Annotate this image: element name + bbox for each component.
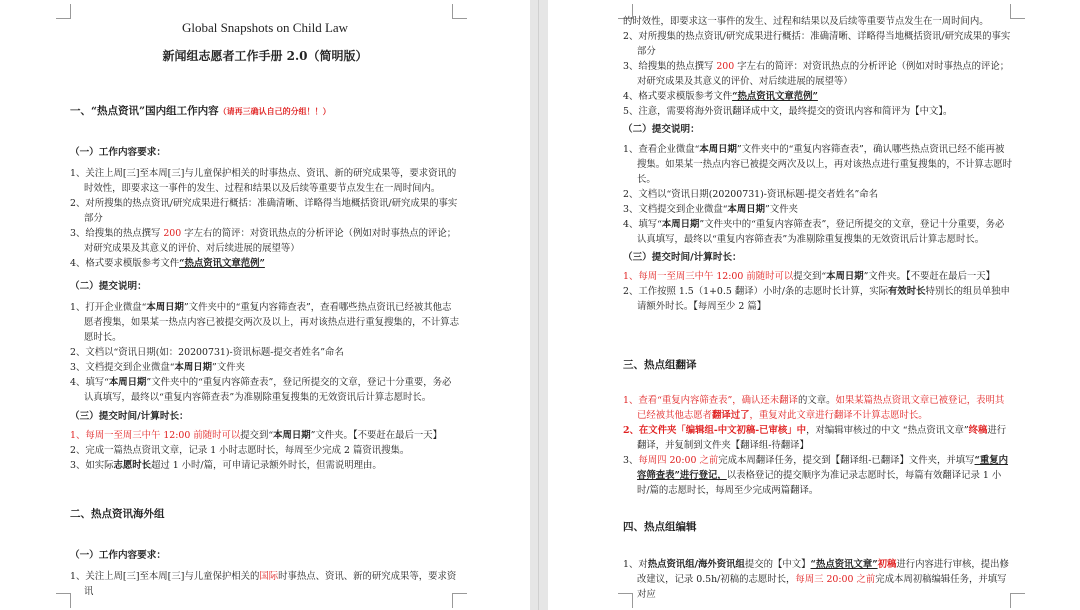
list-item: 2、文档以“资讯日期(如：20200731)-资讯标题-提交者姓名”命名	[70, 347, 344, 358]
list-item: 2、完成一篇热点资讯文章，记录 1 小时志愿时长，每周至少完成 2 篇资讯搜集。	[70, 445, 410, 456]
list-item: 1、每周一至周三中午 12:00 前随时可以提交到“本周日期”文件夹。【不要赶在最后一天】	[70, 430, 442, 441]
list-item: 4、格式要求模版参考文件“热点资讯文章范例”	[70, 258, 265, 269]
subheading: （三）提交时间/计算时长：	[70, 411, 189, 422]
crop-mark	[56, 4, 71, 19]
doc-header-title: Global Snapshots on Child Law	[181, 20, 349, 35]
list-item: 1、查看“重复内容筛查表”，确认还未翻译的文章。如果某篇热点资讯文章已被登记，表明其已经被其他志愿者翻译过了，重复对此文章进行翻译不计算志愿时长。	[623, 395, 1005, 421]
list-item: 3、文档提交到企业微盘“本周日期”文件夹	[623, 204, 798, 215]
list-item: 2、对所搜集的热点资讯/研究成果进行概括：准确清晰、详略得当地概括资讯/研究成果的事实部分	[70, 198, 458, 224]
list-item: 3、每周四 20:00 之前完成本周翻译任务，提交到【翻译组-已翻译】文件夹，并填写“重复内容筛查表”进行登记，以表格登记的提交顺序为准记录志愿时长，每篇有效翻译记录 1 小时/篇的志愿时长，每周至少完成两篇翻译。	[623, 455, 1009, 496]
list-item: 1、关注上周[三]至本周[三]与儿童保护相关的时事热点、资讯、新的研究成果等，要求资讯的时效性，即要求这一事件的发生、过程和结果以及后续等重要节点发生在一周时间内。	[70, 168, 457, 194]
list-item: 4、填写“本周日期”文件夹中的“重复内容筛查表”，登记所提交的文章，登记十分重要，务必认真填写，最终以“重复内容筛查表”为准剔除重复搜集的无效资讯后计算志愿时长。	[70, 377, 452, 403]
subheading: （二）提交说明：	[623, 124, 700, 135]
article-link[interactable]: “热点资讯文章”	[810, 559, 878, 570]
crop-mark	[56, 593, 71, 608]
list-item: 3、给搜集的热点撰写 200 字左右的简评：对资讯热点的分析评论（例如对时事热点的评论；对研究成果及其意义的评价、对后续进展的展望等）	[623, 61, 1010, 87]
list-item: 4、填写“本周日期”文件夹中的“重复内容筛查表”，登记所提交的文章，登记十分重要，务必认真填写，最终以“重复内容筛查表”为准剔除重复搜集的无效资讯后计算志愿时长。	[623, 219, 1005, 245]
list-item: 1、查看企业微盘“本周日期”文件夹中的“重复内容筛查表”，确认哪些热点资讯已经不能再被搜集。如果某一热点内容已被提交两次及以上，再对该热点进行重复搜集的，不计算志愿时长。	[623, 144, 1013, 185]
list-item: 2、在文件夹「编辑组-中文初稿-已审核」中，对编辑审核过的中文 “热点资讯文章”终稿进行翻译，并复制到文件夹【翻译组-待翻译】	[623, 425, 1007, 451]
list-item: 3、如实际志愿时长超过 1 小时/篇，可申请记录额外时长，但需说明理由。	[70, 460, 382, 471]
section-heading-3: 三、热点组翻译	[623, 359, 697, 371]
subheading: （三）提交时间/计算时长：	[623, 252, 742, 263]
list-item: 的时效性，即要求这一事件的发生、过程和结果以及后续等重要节点发生在一周时间内。	[623, 16, 989, 27]
doc-title: 新闻组志愿者工作手册 2.0（简明版）	[162, 49, 368, 63]
screening-table-link[interactable]: “重复内容筛查表”进行登记，	[637, 455, 1009, 481]
document-page-left	[0, 0, 530, 610]
list-item: 1、关注上周[三]至本周[三]与儿童保护相关的国际时事热点、资讯、新的研究成果等，要求资讯	[70, 571, 457, 597]
page-gap	[530, 0, 548, 610]
list-item: 2、文档以“资讯日期(20200731)-资讯标题-提交者姓名”命名	[623, 189, 879, 200]
subheading: （二）提交说明：	[70, 281, 147, 292]
section-note: （请再三确认自己的分组！！）	[218, 106, 331, 116]
subheading: （一）工作内容要求：	[70, 550, 166, 561]
section-heading-2: 二、热点资讯海外组	[70, 508, 165, 520]
list-item: 1、打开企业微盘“本周日期”文件夹中的“重复内容筛查表”，查看哪些热点资讯已经被其他志愿者搜集，如果某一热点内容已被提交两次及以上，再对该热点进行重复搜集的，不计算志愿时长。	[70, 302, 460, 343]
list-item: 1、对热点资讯组/海外资讯组提交的【中文】“热点资讯文章”初稿进行内容进行审核，提出修改建议，记录 0.5h/初稿的志愿时长，每周三 20:00 之前完成本周初稿编辑任务，并填写对应	[623, 559, 1009, 600]
template-link[interactable]: “热点资讯文章范例”	[732, 91, 818, 102]
template-link[interactable]: “热点资讯文章范例”	[179, 258, 265, 269]
list-item: 1、每周一至周三中午 12:00 前随时可以提交到“本周日期”文件夹。【不要赶在最后一天】	[623, 271, 995, 282]
list-item: 4、格式要求模版参考文件“热点资讯文章范例”	[623, 91, 818, 102]
section-heading-4: 四、热点组编辑	[623, 521, 697, 533]
list-item: 2、对所搜集的热点资讯/研究成果进行概括：准确清晰、详略得当地概括资讯/研究成果的事实部分	[623, 31, 1011, 57]
list-item: 3、文档提交到企业微盘“本周日期”文件夹	[70, 362, 245, 373]
list-item: 3、给搜集的热点撰写 200 字左右的简评：对资讯热点的分析评论（例如对时事热点的评论；对研究成果及其意义的评价、对后续进展的展望等）	[70, 228, 457, 254]
list-item: 2、工作按照 1.5（1+0.5 翻译）小时/条的志愿时长计算，实际有效时长特别长的组员单独申请额外时长。【每周至少 2 篇】	[623, 286, 1010, 312]
section-heading-1: 一、“热点资讯”国内组工作内容（请再三确认自己的分组！！）	[70, 105, 331, 117]
list-item: 5、注意，需要将海外资讯翻译成中文，最终提交的资讯内容和简评为【中文】。	[623, 106, 953, 117]
document-page-right	[548, 0, 1080, 610]
subheading: （一）工作内容要求：	[70, 147, 166, 158]
